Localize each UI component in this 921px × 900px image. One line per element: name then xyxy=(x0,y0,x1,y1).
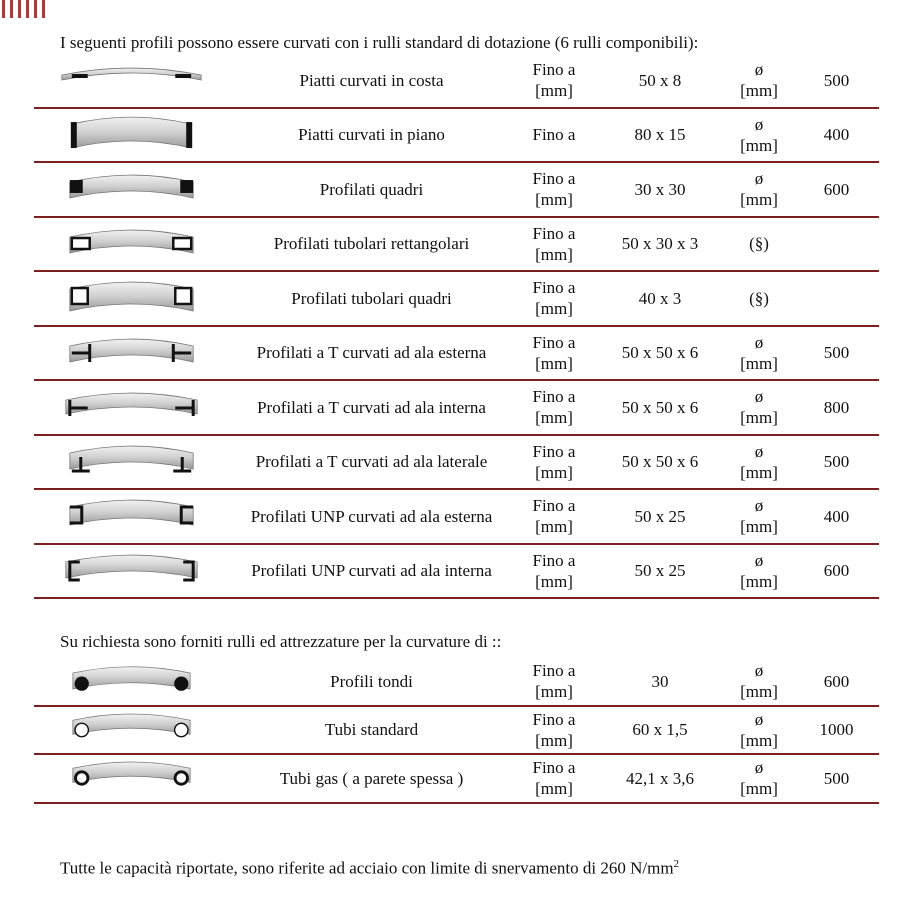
capacity-label xyxy=(514,327,594,380)
min-diameter-value xyxy=(804,272,869,325)
capacity-label xyxy=(514,707,594,754)
diameter-symbol: ø xyxy=(754,332,764,352)
capacity-label-unit: [mm] xyxy=(535,517,573,537)
table-row xyxy=(34,381,879,436)
capacity-label-text: Fino a xyxy=(532,332,576,352)
profile-size: 50 x 50 x 6 xyxy=(621,343,699,363)
standard-profiles-table xyxy=(34,54,879,599)
diameter-symbol: ø xyxy=(754,441,764,461)
footer-text: Tutte le capacità riportate, sono riferite ad acciaio con limite di snervamento di 260 N/mm xyxy=(60,858,674,878)
capacity-label xyxy=(514,163,594,216)
diameter-symbol: (§) xyxy=(749,288,769,308)
diameter-unit: [mm] xyxy=(740,571,778,591)
diameter-label xyxy=(724,658,794,705)
diameter-label xyxy=(724,163,794,216)
capacity-label xyxy=(514,272,594,325)
capacity-label-text: Fino a xyxy=(532,60,576,80)
min-diameter-value: 400 xyxy=(823,506,850,526)
min-diameter-value: 500 xyxy=(823,70,850,90)
capacity-label-text: Fino a xyxy=(532,169,576,189)
round-bar-profile-icon xyxy=(34,658,229,705)
capacity-label-unit: [mm] xyxy=(535,682,573,702)
capacity-label xyxy=(514,490,594,543)
intro-request: Su richiesta sono forniti rulli ed attrezzature per la curvature di :: xyxy=(60,632,502,651)
diameter-unit: [mm] xyxy=(740,353,778,373)
capacity-label-unit: [mm] xyxy=(535,81,573,101)
diameter-unit: [mm] xyxy=(740,408,778,428)
min-diameter-value: 500 xyxy=(823,343,850,363)
gas-tube-profile-icon xyxy=(34,755,229,802)
capacity-label-text: Fino a xyxy=(532,709,576,729)
diameter-unit: [mm] xyxy=(740,190,778,210)
request-profiles-table xyxy=(34,658,879,804)
min-diameter-value xyxy=(804,218,869,271)
table-row xyxy=(34,707,879,756)
capacity-label-unit: [mm] xyxy=(535,408,573,428)
capacity-label-text: Fino a xyxy=(532,125,576,145)
diameter-symbol: ø xyxy=(754,709,764,729)
table-row xyxy=(34,490,879,545)
footer-note xyxy=(60,858,679,879)
diameter-symbol: ø xyxy=(754,496,764,516)
square-bar-profile-icon xyxy=(34,163,229,216)
profile-name: Piatti curvati in piano xyxy=(298,125,445,145)
profile-size: 50 x 50 x 6 xyxy=(621,397,699,417)
min-diameter-value: 600 xyxy=(823,671,850,691)
profile-name: Tubi standard xyxy=(324,720,419,740)
capacity-label-text: Fino a xyxy=(532,441,576,461)
capacity-label xyxy=(514,658,594,705)
flat-bar-edge-profile-icon xyxy=(34,54,229,107)
profile-size: 42,1 x 3,6 xyxy=(626,768,694,788)
t-profile-external-icon xyxy=(34,327,229,380)
diameter-label xyxy=(724,707,794,754)
diameter-label xyxy=(724,490,794,543)
diameter-symbol: ø xyxy=(754,550,764,570)
diameter-label xyxy=(724,54,794,107)
min-diameter-value: 1000 xyxy=(819,720,854,740)
profile-size: 50 x 8 xyxy=(638,70,682,90)
min-diameter-value: 500 xyxy=(823,768,850,788)
capacity-label-unit: [mm] xyxy=(535,779,573,799)
table-row xyxy=(34,545,879,600)
capacity-label-unit: [mm] xyxy=(535,190,573,210)
standard-tube-profile-icon xyxy=(34,707,229,754)
diameter-symbol: ø xyxy=(754,114,764,134)
rectangular-tube-profile-icon xyxy=(34,218,229,271)
table-row xyxy=(34,327,879,382)
profile-name: Profilati a T curvati ad ala esterna xyxy=(256,343,487,363)
t-profile-lateral-icon xyxy=(34,436,229,489)
min-diameter-value: 800 xyxy=(823,397,850,417)
profile-size: 50 x 25 xyxy=(634,561,686,581)
capacity-label-unit: [mm] xyxy=(535,571,573,591)
min-diameter-value: 500 xyxy=(823,452,850,472)
capacity-label xyxy=(514,755,594,802)
diameter-label xyxy=(724,218,794,271)
corner-mark-icon xyxy=(0,0,48,22)
capacity-label-text: Fino a xyxy=(532,550,576,570)
profile-name: Tubi gas ( a parete spessa ) xyxy=(279,768,464,788)
diameter-unit: [mm] xyxy=(740,517,778,537)
capacity-label-text: Fino a xyxy=(532,278,576,298)
capacity-label-text: Fino a xyxy=(532,496,576,516)
footer-superscript: 2 xyxy=(673,858,680,870)
profile-name: Profilati UNP curvati ad ala esterna xyxy=(250,506,493,526)
diameter-label xyxy=(724,545,794,598)
min-diameter-value: 600 xyxy=(823,561,850,581)
capacity-label xyxy=(514,436,594,489)
capacity-label xyxy=(514,109,594,162)
table-row xyxy=(34,658,879,707)
unp-profile-external-icon xyxy=(34,490,229,543)
diameter-unit: [mm] xyxy=(740,730,778,750)
diameter-symbol: ø xyxy=(754,661,764,681)
profile-size: 30 xyxy=(651,671,669,691)
t-profile-internal-icon xyxy=(34,381,229,434)
diameter-label xyxy=(724,109,794,162)
min-diameter-value: 400 xyxy=(823,125,850,145)
table-row xyxy=(34,755,879,804)
profile-size: 50 x 25 xyxy=(634,506,686,526)
profile-name: Profilati tubolari quadri xyxy=(291,288,452,308)
table-row xyxy=(34,436,879,491)
profile-name: Profilati a T curvati ad ala interna xyxy=(257,397,486,417)
diameter-label xyxy=(724,327,794,380)
capacity-label-text: Fino a xyxy=(532,758,576,778)
flat-bar-flat-profile-icon xyxy=(34,109,229,162)
diameter-symbol: ø xyxy=(754,169,764,189)
diameter-label xyxy=(724,272,794,325)
diameter-label xyxy=(724,436,794,489)
diameter-label xyxy=(724,381,794,434)
table-row xyxy=(34,109,879,164)
profile-name: Profilati a T curvati ad ala laterale xyxy=(255,452,488,472)
capacity-label xyxy=(514,545,594,598)
min-diameter-value: 600 xyxy=(823,179,850,199)
diameter-unit: [mm] xyxy=(740,135,778,155)
capacity-label-unit: [mm] xyxy=(535,462,573,482)
profile-name: Profilati UNP curvati ad ala interna xyxy=(251,561,492,581)
profile-size: 40 x 3 xyxy=(638,288,682,308)
profile-size: 50 x 30 x 3 xyxy=(621,234,699,254)
profile-size: 80 x 15 xyxy=(634,125,686,145)
capacity-label-unit: [mm] xyxy=(535,730,573,750)
table-row xyxy=(34,218,879,273)
diameter-label xyxy=(724,755,794,802)
capacity-label-unit: [mm] xyxy=(535,299,573,319)
profile-name: Piatti curvati in costa xyxy=(299,70,444,90)
square-tube-profile-icon xyxy=(34,272,229,325)
profile-name: Profili tondi xyxy=(330,671,413,691)
capacity-label-text: Fino a xyxy=(532,223,576,243)
diameter-unit: [mm] xyxy=(740,462,778,482)
diameter-symbol: ø xyxy=(754,387,764,407)
profile-size: 50 x 50 x 6 xyxy=(621,452,699,472)
diameter-unit: [mm] xyxy=(740,682,778,702)
table-row xyxy=(34,163,879,218)
capacity-label-unit: [mm] xyxy=(535,244,573,264)
intro-standard: I seguenti profili possono essere curvati con i rulli standard di dotazione (6 rulli componibili): xyxy=(60,33,699,52)
unp-profile-internal-icon xyxy=(34,545,229,598)
diameter-symbol: (§) xyxy=(749,234,769,254)
capacity-label-text: Fino a xyxy=(532,387,576,407)
capacity-label xyxy=(514,218,594,271)
capacity-label-text: Fino a xyxy=(532,661,576,681)
table-row xyxy=(34,54,879,109)
diameter-symbol: ø xyxy=(754,60,764,80)
diameter-unit: [mm] xyxy=(740,81,778,101)
profile-name: Profilati tubolari rettangolari xyxy=(273,234,470,254)
diameter-unit: [mm] xyxy=(740,779,778,799)
profile-name: Profilati quadri xyxy=(319,179,424,199)
capacity-label-unit: [mm] xyxy=(535,353,573,373)
diameter-symbol: ø xyxy=(754,758,764,778)
table-row xyxy=(34,272,879,327)
capacity-label xyxy=(514,381,594,434)
profile-size: 60 x 1,5 xyxy=(632,720,688,740)
capacity-label xyxy=(514,54,594,107)
profile-size: 30 x 30 xyxy=(634,179,686,199)
